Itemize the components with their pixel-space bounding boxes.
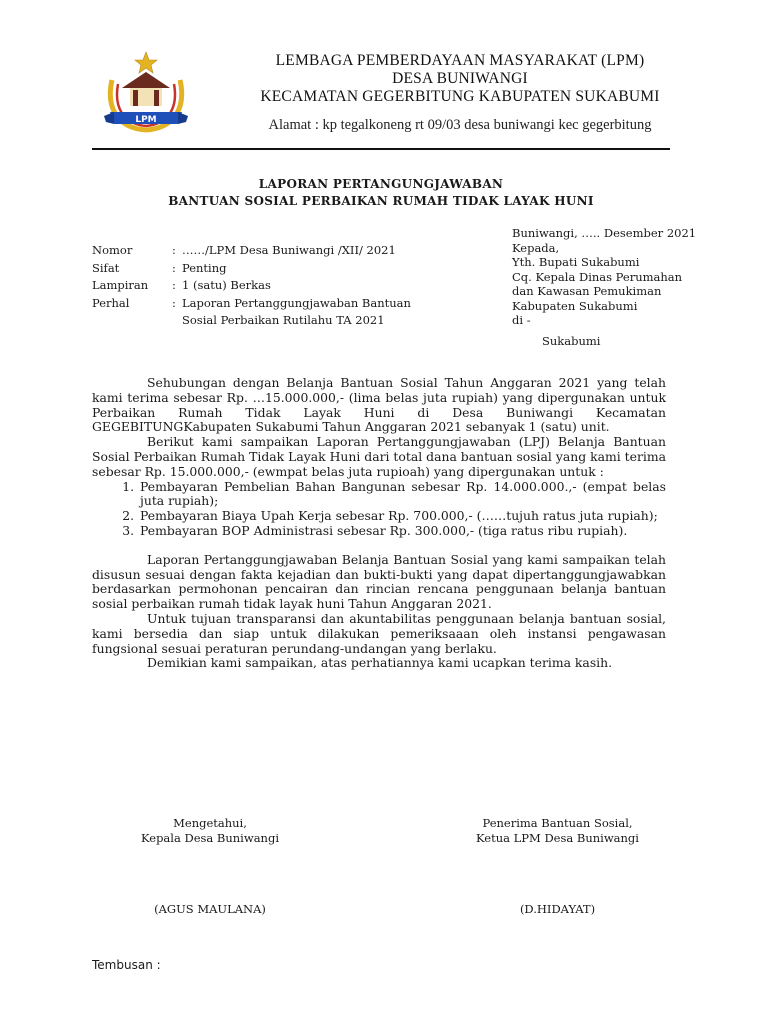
signature-right (465, 816, 650, 846)
list-item: 2. Pembayaran Biaya Upah Kerja sebesar Rp. 700.000,- (……tujuh ratus juta rupiah); (138, 509, 666, 524)
meta-perhal (92, 295, 412, 330)
sig-position: Ketua LPM Desa Buniwangi (476, 831, 639, 845)
recipient-city: Sukabumi (542, 333, 601, 348)
letter-meta (92, 242, 412, 330)
letterhead (200, 52, 720, 134)
recipient-to: Kepada, (512, 240, 560, 255)
meta-colon: : (172, 260, 176, 275)
district-name: KECAMATAN GEGERBITUNG KABUPATEN SUKABUMI (260, 88, 660, 105)
paragraph: Berikut kami sampaikan Laporan Pertanggungjawaban (LPJ) Belanja Bantuan Sosial Perbaikan Rumah Tidak Layak Huni dari total dana bantuan sosial yang kami terima sebesar Rp. 15.000.000,- (ewmpat belas juta rupioah) yang dipergunakan untuk : (92, 434, 666, 479)
list-item: 1. Pembayaran Pembelian Bahan Bangunan sebesar Rp. 14.000.000.,- (empat belas juta rupiah); (138, 480, 666, 510)
svg-text:LPM: LPM (135, 115, 157, 125)
meta-value: Penting (182, 260, 227, 275)
village-name: DESA BUNIWANGI (392, 70, 528, 87)
list-item: 3. Pembayaran BOP Administrasi sebesar Rp. 300.000,- (tiga ratus ribu rupiah). (138, 524, 666, 539)
meta-label: Sifat (92, 260, 120, 275)
meta-value: Laporan Pertanggungjawaban Bantuan Sosial Perbaikan Rutilahu TA 2021 (182, 295, 411, 327)
recipient-block (512, 226, 727, 348)
signature-left (130, 816, 290, 846)
sig-caption: Mengetahui, (173, 816, 247, 830)
place-date: Buniwangi, ….. Desember 2021 (512, 226, 697, 240)
title-line-2: BANTUAN SOSIAL PERBAIKAN RUMAH TIDAK LAYAK HUNI (168, 194, 594, 208)
title-line-1: LAPORAN PERTANGUNGJAWABAN (258, 177, 504, 191)
meta-colon: : (172, 243, 176, 257)
sig-position: Kepala Desa Buniwangi (140, 831, 280, 845)
meta-colon: : (172, 278, 176, 292)
org-name: LEMBAGA PEMBERDAYAAN MASYARAKAT (LPM) (275, 52, 645, 69)
letter-body (92, 376, 666, 671)
document-title (92, 176, 670, 210)
recipient-line: Cq. Kepala Dinas Perumahan (512, 269, 683, 284)
meta-sifat (92, 260, 412, 278)
paragraph: Sehubungan dengan Belanja Bantuan Sosial Tahun Anggaran 2021 yang telah kami terima sebesar Rp. …15.000.000,- (lima belas juta rupiah) yang dipergunakan untuk Perbaikan Rumah Tidak Layak Huni di Desa Buniwangi Kecamatan GEGEBITUNGKabupaten Sukabumi Tahun Anggaran 2021 sebanyak 1 (satu) unit. (92, 375, 666, 435)
meta-lampiran (92, 277, 412, 295)
signer-name-right: (D.HIDAYAT) (519, 902, 596, 916)
recipient-line: Kabupaten Sukabumi (512, 298, 638, 313)
letterhead-rule (92, 148, 670, 150)
signer-name-left: (AGUS MAULANA) (154, 902, 266, 916)
usage-list (92, 480, 666, 539)
recipient-line: Yth. Bupati Sukabumi (512, 255, 640, 269)
meta-value: ……/LPM Desa Buniwangi /XII/ 2021 (182, 243, 396, 257)
meta-label: Lampiran (92, 278, 149, 292)
paragraph: Laporan Pertanggungjawaban Belanja Bantuan Sosial yang kami sampaikan telah disusun sesuai dengan fakta kejadian dan bukti-bukti yang dapat dipertanggungjawabkan berdasarkan permohonan pencairan dan rincian rencana penggunaan belanja bantuan sosial perbaikan rumah tidak layak huni Tahun Anggaran 2021. (92, 551, 666, 612)
paragraph: Untuk tujuan transparansi dan akuntabilitas penggunaan belanja bantuan sosial, kami bersedia dan siap untuk dilakukan pemeriksaaan oleh instansi pengawasan fungsional sesuai peraturan perundang-undangan yang berlaku. (92, 610, 666, 656)
recipient-line: dan Kawasan Pemukiman (512, 284, 662, 298)
meta-colon: : (172, 295, 176, 310)
meta-nomor (92, 242, 412, 260)
meta-label: Perhal (92, 295, 130, 310)
meta-value: 1 (satu) Berkas (182, 278, 271, 292)
sig-caption: Penerima Bantuan Sosial, (482, 816, 633, 830)
org-address: Alamat : kp tegalkoneng rt 09/03 desa buniwangi kec gegerbitung (268, 117, 652, 133)
paragraph: Demikian kami sampaikan, atas perhatiannya kami ucapkan terima kasih. (147, 655, 613, 671)
tembusan-label: Tembusan : (92, 958, 161, 972)
recipient-line: di - (512, 313, 531, 327)
meta-label: Nomor (92, 243, 133, 257)
lpm-logo (100, 50, 192, 136)
